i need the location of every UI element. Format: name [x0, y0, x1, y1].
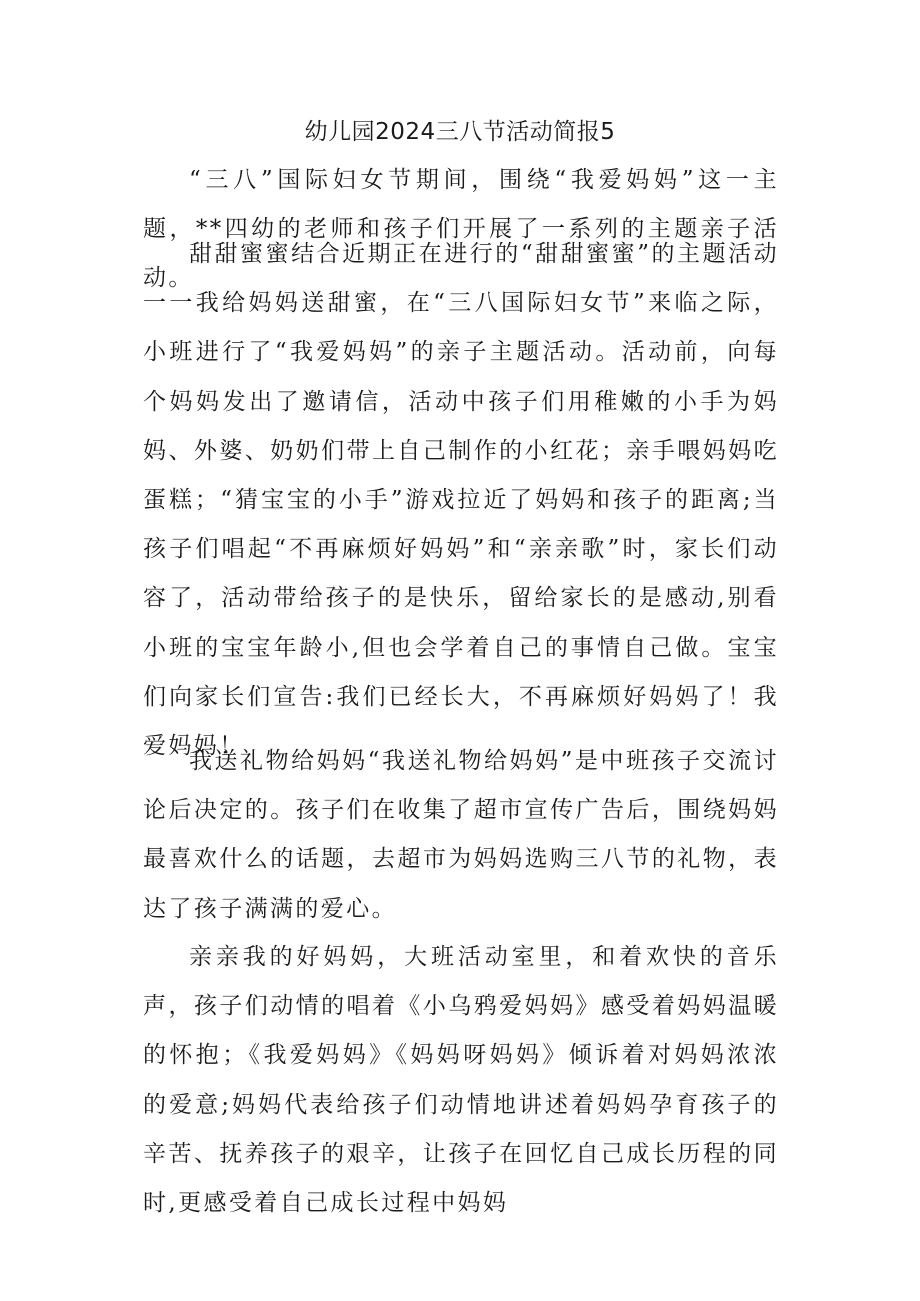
document-title: 幼儿园2024三八节活动简报5 — [304, 119, 616, 145]
paragraph-middle-class: 我送礼物给妈妈“我送礼物给妈妈”是中班孩子交流讨论后决定的。孩子们在收集了超市宣传广告后，围绕妈妈最喜欢什么的话题，去超市为妈妈选购三八节的礼物，表达了孩子满满的爱心。 — [143, 748, 779, 922]
paragraph-intro: “三八”国际妇女节期间，围绕“我爱妈妈”这一主题，**四幼的老师和孩子们开展了一系列的主题亲子活动。 — [143, 167, 779, 292]
paragraph-big-class: 亲亲我的好妈妈，大班活动室里，和着欢快的音乐声，孩子们动情的唱着《小乌鸦爱妈妈》感受着妈妈温暖的怀抱；《我爱妈妈》《妈妈呀妈妈》倾诉着对妈妈浓浓的爱意;妈妈代表给孩子们动情地讲述着妈妈孕育孩子的辛苦、抚养孩子的艰辛，让孩子在回忆自己成长历程的同时,更感受着自己成长过程中妈妈 — [143, 944, 779, 1217]
paragraph-small-class: 甜甜蜜蜜结合近期正在进行的“甜甜蜜蜜”的主题活动一一我给妈妈送甜蜜，在“三八国际妇女节”来临之际，小班进行了“我爱妈妈”的亲子主题活动。活动前，向每个妈妈发出了邀请信，活动中孩子们用稚嫩的小手为妈妈、外婆、奶奶们带上自己制作的小红花；亲手喂妈妈吃蛋糕；“猜宝宝的小手”游戏拉近了妈妈和孩子的距离;当孩子们唱起“不再麻烦好妈妈”和“亲亲歌”时，家长们动容了，活动带给孩子的是快乐，留给家长的是感动,别看小班的宝宝年龄小,但也会学着自己的事情自己做。宝宝们向家长们宣告:我们已经长大，不再麻烦好妈妈了！我爱妈妈！ — [143, 241, 779, 760]
